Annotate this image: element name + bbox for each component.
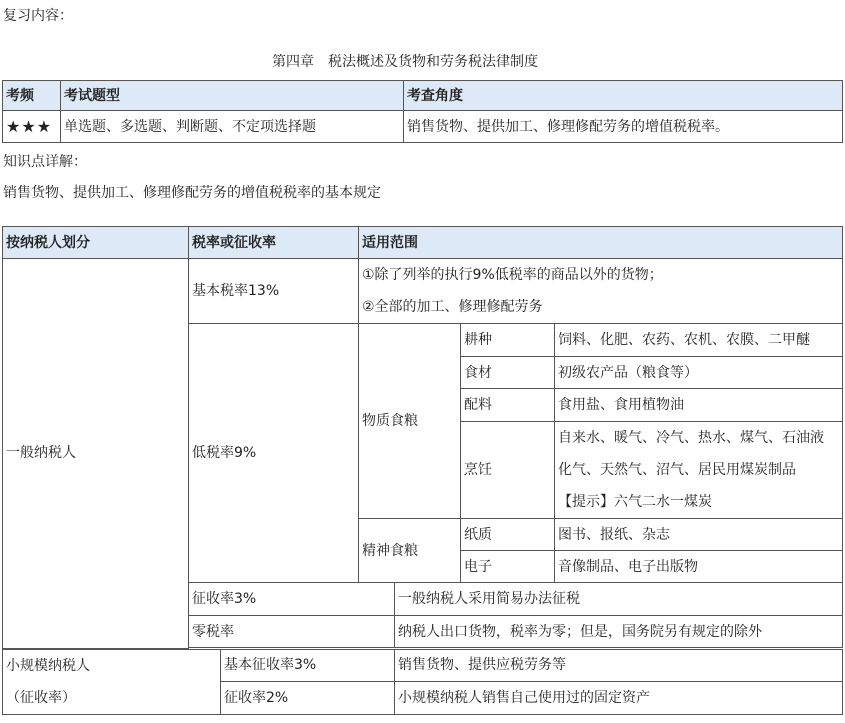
small-rate-cell: 征收率2% [221, 682, 395, 715]
general-taxpayer-cell: 一般纳税人 [3, 259, 189, 649]
small-scope-cell: 销售货物、提供应税劳务等 [395, 649, 843, 682]
rate-table [2, 226, 843, 715]
basic-scope-line: ②全部的加工、修理修配劳务 [362, 299, 543, 315]
section-label: 知识点详解： [3, 154, 87, 170]
levy-rate-cell: 征收率3% [189, 583, 395, 616]
category-cell: 食材 [461, 357, 555, 389]
header-rate: 税率或征收率 [189, 227, 359, 259]
header-focus: 考查角度 [404, 81, 843, 111]
focus-cell: 销售货物、提供加工、修理修配劳务的增值税税率。 [404, 111, 843, 143]
description-cell: 初级农产品（粮食等） [555, 357, 843, 389]
header-taxpayer: 按纳税人划分 [3, 227, 189, 259]
category-cell: 耕种 [461, 324, 555, 357]
description-line: 化气、天然气、沼气、居民用煤炭制品 [558, 462, 796, 478]
category-cell: 电子 [461, 551, 555, 583]
category-cell: 纸质 [461, 519, 555, 551]
description-line: 【提示】六气二水一煤炭 [558, 494, 712, 510]
question-types-cell: 单选题、多选题、判断题、不定项选择题 [61, 111, 404, 143]
summary-header-row [3, 81, 843, 111]
zero-scope-cell: 纳税人出口货物，税率为零；但是，国务院另有规定的除外 [395, 616, 843, 648]
header-question-types: 考试题型 [61, 81, 404, 111]
levy-scope-cell: 一般纳税人采用简易办法征税 [395, 583, 843, 616]
category-cell: 烹饪 [461, 422, 555, 519]
category-cell: 配料 [461, 389, 555, 422]
basic-rate-row [3, 259, 843, 324]
low-rate-cell: 低税率9% [189, 324, 359, 583]
section-heading: 销售货物、提供加工、修理修配劳务的增值税税率的基本规定 [3, 185, 381, 201]
zero-rate-cell: 零税率 [189, 616, 395, 648]
description-cell: 音像制品、电子出版物 [555, 551, 843, 583]
basic-scope-line: ①除了列举的执行9%低税率的商品以外的货物； [362, 267, 663, 283]
description-cell: 食用盐、食用植物油 [555, 389, 843, 422]
small-scope-cell: 小规模纳税人销售自己使用过的固定资产 [395, 682, 843, 715]
chapter-title: 第四章 税法概述及货物和劳务税法律制度 [272, 54, 538, 70]
small-taxpayer-line: 小规模纳税人 [6, 657, 90, 674]
rate-header-row [3, 227, 843, 259]
small-rate-cell: 基本征收率3% [221, 649, 395, 682]
basic-rate-cell: 基本税率13% [189, 259, 359, 324]
description-cell: 饲料、化肥、农药、农机、农膜、二甲醚 [555, 324, 843, 357]
small-taxpayer-cell [3, 649, 221, 714]
header-scope: 适用范围 [359, 227, 843, 259]
small-taxpayer-row [3, 649, 843, 682]
description-cell: 图书、报纸、杂志 [555, 519, 843, 551]
intro-text: 复习内容： [3, 8, 73, 24]
summary-row [3, 111, 843, 143]
frequency-stars: ★★★ [3, 111, 61, 143]
summary-table [2, 80, 843, 143]
material-food-cell: 物质食粮 [359, 324, 461, 519]
description-cell [555, 422, 843, 519]
description-line: 自来水、暖气、冷气、热水、煤气、石油液 [558, 430, 824, 446]
small-taxpayer-line: （征收率） [6, 689, 76, 706]
basic-scope-cell [359, 259, 843, 324]
spiritual-food-cell: 精神食粮 [359, 519, 461, 583]
header-frequency: 考频 [3, 81, 61, 111]
